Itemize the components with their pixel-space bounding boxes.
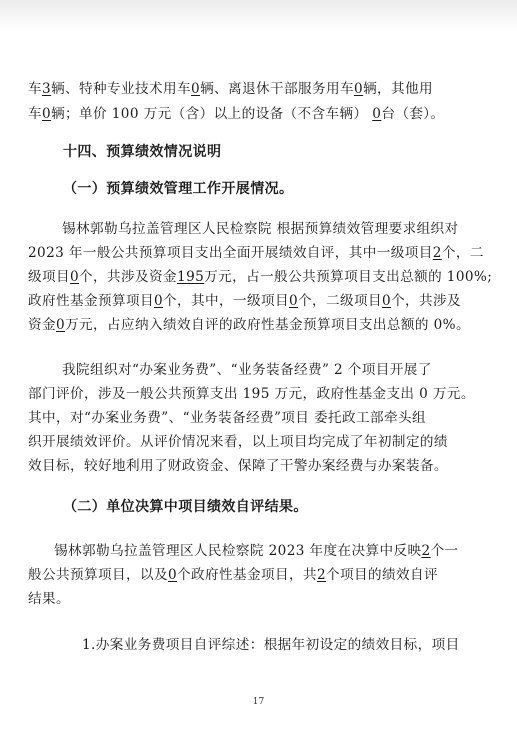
value: 0: [42, 106, 52, 122]
subsection-heading-1: （一）预算绩效管理工作开展情况。: [63, 181, 294, 197]
text: 政府性基金预算项目: [28, 293, 154, 309]
paragraph-line: [54, 541, 488, 561]
vehicle-line-2: [28, 104, 488, 124]
paragraph-line: 效目标，较好地利用了财政资金、保障了干警办案经费与办案装备。: [28, 458, 448, 474]
text: 2023 年一般公共预算项目支出全面开展绩效自评，其中一级项目: [28, 245, 433, 261]
value: 0: [153, 293, 164, 309]
text: 个政府性基金项目，共: [177, 567, 317, 583]
paragraph-line: [28, 267, 493, 287]
value: 0: [354, 81, 364, 97]
text: 车: [28, 106, 42, 122]
text: 辆，其他用: [363, 81, 434, 97]
paragraph-line: 我院组织对“办案业务费”、“业务装备经费” 2 个项目开展了: [62, 362, 432, 378]
text: 个，其中，一级项目: [163, 293, 289, 309]
vehicle-line-1: [28, 79, 488, 99]
text: 辆；单价 100 万元（含）以上的设备（不含车辆）: [51, 106, 368, 122]
text: 个一: [430, 543, 459, 559]
paragraph-line: [28, 291, 488, 311]
list-item: 1.办案业务费项目自评综述：根据年初设定的绩效目标，项目: [82, 637, 460, 653]
value: 0: [382, 293, 392, 309]
text: 般公共预算项目，以及: [28, 567, 168, 583]
paragraph-line: 织开展绩效评价。从评价情况来看，以上项目均完成了年初制定的绩: [28, 434, 448, 450]
value: 0: [191, 81, 201, 97]
page-number: 17: [252, 697, 265, 707]
subsection-heading-2: （二）单位决算中项目绩效自评结果。: [63, 499, 308, 515]
scan-shadow: [0, 0, 517, 30]
text: 个，二: [441, 245, 484, 261]
text: 台（套）。: [381, 106, 445, 122]
text: 个，共涉及: [391, 293, 462, 309]
text: 万元，占一般公共预算项目支出总额的 100%;: [204, 269, 493, 285]
value: 0: [288, 293, 299, 309]
text: 辆、特种专业技术用车: [51, 81, 191, 97]
paragraph-line: [28, 315, 488, 335]
paragraph-line: [28, 565, 488, 585]
value: 0: [372, 106, 382, 122]
value: 2: [421, 543, 431, 559]
paragraph-line: 其中，对“办案业务费”、“业务装备经费”项目 委托政工部牵头组: [28, 410, 426, 426]
text: 个，共涉及资金: [79, 269, 178, 285]
text: 级项目: [28, 269, 70, 285]
text: 锡林郭勒乌拉盖管理区人民检察院 2023 年度在决算中反映: [54, 543, 422, 559]
text: 车: [28, 81, 42, 97]
text: 个，二级项目: [298, 293, 382, 309]
value: 195: [177, 269, 205, 285]
paragraph-line: 锡林郭勒乌拉盖管理区人民检察院 根据预算绩效管理要求组织对: [62, 221, 459, 237]
value: 2: [432, 245, 442, 261]
text: 万元，占应纳入绩效自评的政府性基金预算项目支出总额的 0%。: [65, 317, 470, 333]
value: 0: [69, 269, 80, 285]
text: 辆、离退休干部服务用车: [200, 81, 354, 97]
value: 0: [167, 567, 177, 583]
text: 个项目的绩效自评: [326, 567, 438, 583]
paragraph-line: 部门评价，涉及一般公共预算支出 195 万元，政府性基金支出 0 万元。: [28, 386, 475, 402]
text: 资金: [28, 317, 56, 333]
value: 3: [42, 81, 52, 97]
value: 2: [316, 567, 326, 583]
paragraph-line: 结果。: [28, 591, 70, 607]
section-heading: 十四、预算绩效情况说明: [63, 144, 222, 160]
paragraph-line: [28, 243, 488, 263]
value: 0: [56, 317, 66, 333]
